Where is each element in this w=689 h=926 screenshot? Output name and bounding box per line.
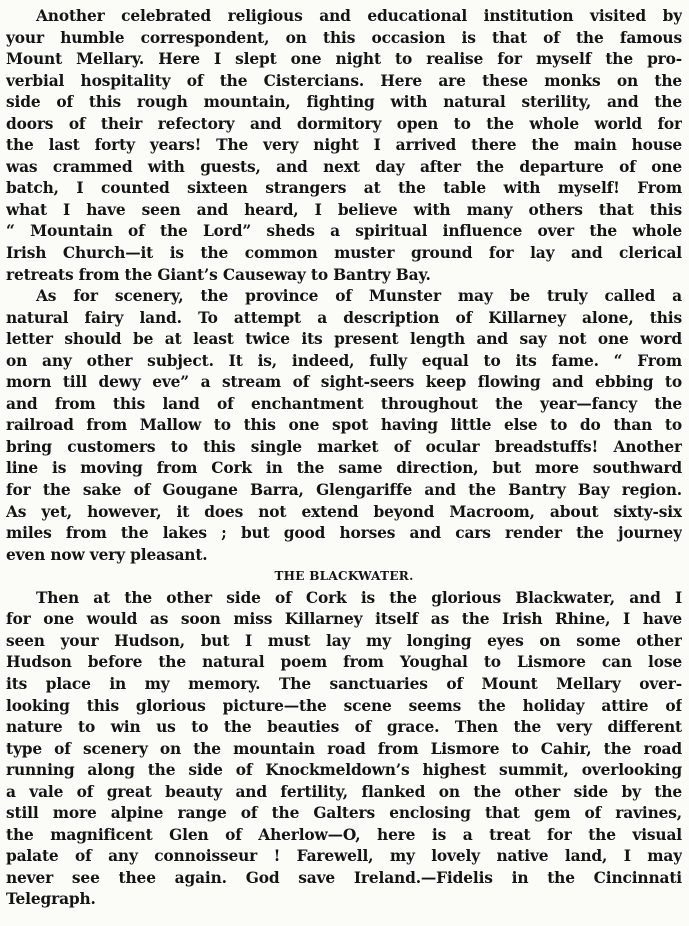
text-line: seen your Hudson, but I must lay my longing eyes on some other bbox=[6, 631, 682, 650]
text-line: “ Mountain of the Lord” sheds a spiritual influence over the whole bbox=[6, 222, 682, 241]
text-line: was crammed with guests, and next day after the departure of one bbox=[6, 157, 682, 176]
text-line: Hudson before the natural poem from Youghal to Lismore can lose bbox=[6, 653, 682, 672]
text-line: running along the side of Knockmeldown’s highest summit, overlooking bbox=[6, 761, 682, 780]
text-line: miles from the lakes ; but good horses and cars render the journey bbox=[6, 524, 682, 543]
text-line: nature to win us to the beauties of grace. Then the very different bbox=[6, 718, 682, 737]
text-line: Then at the other side of Cork is the glorious Blackwater, and I bbox=[36, 588, 682, 607]
text-line: for one would as soon miss Killarney itself as the Irish Rhine, I have bbox=[6, 610, 682, 629]
text-line: side of this rough mountain, fighting with natural sterility, and the bbox=[6, 93, 682, 112]
text-line: the magnificent Glen of Aherlow—O, here is a treat for the visual bbox=[6, 825, 682, 844]
text-line: and from this land of enchantment throughout the year—fancy the bbox=[6, 394, 682, 413]
text-line: its place in my memory. The sanctuaries of Mount Mellary over- bbox=[6, 674, 682, 693]
text-line: Another celebrated religious and educational institution visited by bbox=[36, 7, 682, 25]
text-line: As yet, however, it does not extend beyond Macroom, about sixty-six bbox=[6, 502, 682, 521]
text-line: for the sake of Gougane Barra, Glengariffe and the Bantry Bay region. bbox=[6, 481, 682, 500]
text-line: even now very pleasant. bbox=[6, 545, 208, 564]
text-line: line is moving from Cork in the same direction, but more southward bbox=[6, 459, 682, 478]
text-line: palate of any connoisseur ! Farewell, my lovely native land, I may bbox=[6, 847, 682, 866]
text-line: doors of their refectory and dormitory open to the whole world for bbox=[6, 114, 682, 133]
text-line: verbial hospitality of the Cistercians. Here are these monks on the bbox=[6, 71, 682, 90]
text-line: type of scenery on the mountain road from Lismore to Cahir, the road bbox=[6, 739, 682, 758]
article-column bbox=[6, 6, 682, 911]
text-line: your humble correspondent, on this occasion is that of the famous bbox=[6, 28, 682, 47]
text-line: Telegraph. bbox=[6, 890, 96, 909]
text-line: railroad from Mallow to this one spot having little else to do than to bbox=[6, 416, 682, 435]
text-line: morn till dewy eve” a stream of sight-seers keep flowing and ebbing to bbox=[6, 373, 682, 392]
paragraph-blackwater bbox=[6, 588, 682, 911]
text-line: looking this glorious picture—the scene seems the holiday attire of bbox=[6, 696, 682, 715]
text-line: retreats from the Giant’s Causeway to Bantry Bay. bbox=[6, 265, 431, 284]
text-line: the last forty years! The very night I arrived there the main house bbox=[6, 136, 682, 155]
text-line: bring customers to this single market of ocular breadstuffs! Another bbox=[6, 437, 682, 456]
paragraph-munster-scenery bbox=[6, 286, 682, 566]
text-line: never see thee again. God save Ireland.—Fidelis in the Cincinnati bbox=[6, 868, 682, 887]
text-line: batch, I counted sixteen strangers at the table with myself! From bbox=[6, 179, 682, 198]
text-line: what I have seen and heard, I believe with many others that this bbox=[6, 200, 682, 219]
text-line: As for scenery, the province of Munster may be truly called a bbox=[36, 287, 682, 306]
text-line: on any other subject. It is, indeed, fully equal to its fame. “ From bbox=[6, 351, 682, 370]
text-line: natural fairy land. To attempt a description of Killarney alone, this bbox=[6, 308, 682, 327]
text-line: a vale of great beauty and fertility, flanked on the other side by the bbox=[6, 782, 682, 801]
text-line: Mount Mellary. Here I slept one night to realise for myself the pro- bbox=[6, 50, 682, 69]
paragraph-mount-mellary bbox=[6, 6, 682, 286]
text-line: still more alpine range of the Galters enclosing that gem of ravines, bbox=[6, 804, 682, 823]
text-line: letter should be at least twice its present length and say not one word bbox=[6, 330, 682, 349]
section-heading: THE BLACKWATER. bbox=[274, 569, 414, 584]
text-line: Irish Church—it is the common muster ground for lay and clerical bbox=[6, 244, 682, 263]
